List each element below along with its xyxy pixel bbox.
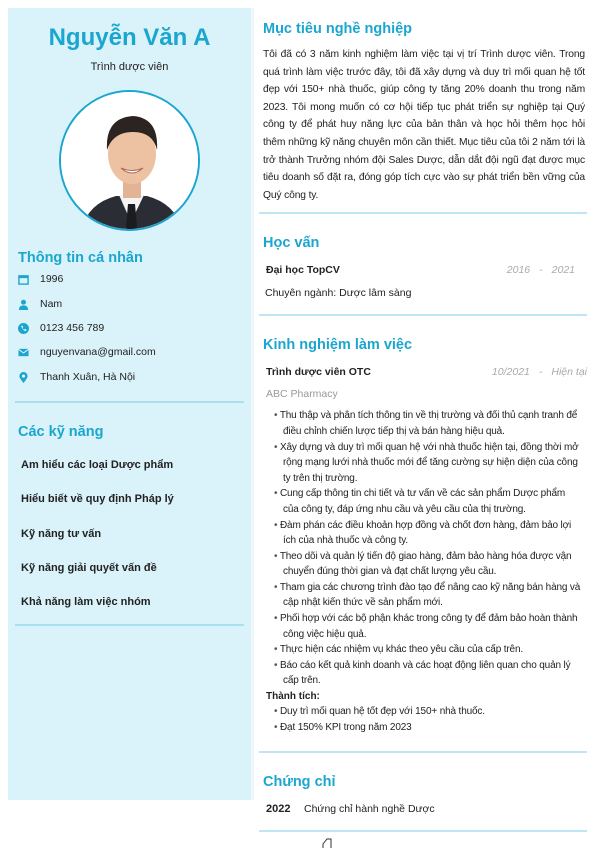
list-item: • Đạt 150% KPI trong năm 2023 — [274, 720, 583, 736]
experience-dates: 10/2021 - Hiện tại — [491, 366, 587, 379]
email: nguyenvana@gmail.com — [18, 346, 156, 358]
user-icon — [18, 299, 29, 310]
experience-row — [259, 365, 587, 379]
position: Trình dược viên OTC — [266, 366, 371, 379]
skill-item: Khả năng làm việc nhóm — [21, 596, 151, 608]
list-item: • Phối hợp với các bộ phận khác trong công ty để đảm bảo hoàn thành công việc hiệu quả. — [274, 611, 583, 642]
achievements-list — [259, 704, 587, 735]
duties-list — [259, 408, 587, 689]
list-item: • Xây dựng và duy trì mối quan hệ với nhà thuốc hiện tại, đồng thời mở rộng mạng lưới nhà thuốc mới để tăng cường sự hiện diện của công ty trên thị trường. — [274, 440, 583, 487]
divider — [15, 624, 244, 626]
birth-year: 1996 — [18, 273, 63, 285]
list-item: • Báo cáo kết quả kinh doanh và các hoạt động liên quan cho quản lý cấp trên. — [274, 658, 583, 689]
skill-item: Kỹ năng tư vấn — [21, 528, 102, 540]
skills-heading: Các kỹ năng — [18, 424, 104, 440]
experience-heading: Kinh nghiệm làm việc — [263, 337, 413, 354]
gender: Nam — [18, 298, 62, 310]
address: Thanh Xuân, Hà Nội — [18, 371, 135, 383]
calendar-icon — [18, 274, 29, 285]
school-name: Đại học TopCV — [266, 264, 340, 277]
cursor-icon — [321, 838, 333, 848]
company: ABC Pharmacy — [266, 388, 338, 401]
skill-item: Kỹ năng giải quyết vấn đề — [21, 562, 157, 574]
divider — [259, 314, 587, 316]
candidate-title: Trình dược viên — [90, 61, 169, 73]
divider — [259, 830, 587, 832]
list-item: • Cung cấp thông tin chi tiết và tư vấn về các sản phẩm Dược phẩm của công ty, đáp ứng nhu cầu và yêu cầu của thị trường. — [274, 486, 583, 517]
list-item: • Thu thập và phân tích thông tin về thị trường và đối thủ cạnh tranh để điều chỉnh chiến lược tiếp thị và bán hàng hiệu quả. — [274, 408, 583, 439]
list-item: • Duy trì mối quan hệ tốt đẹp với 150+ nhà thuốc. — [274, 704, 583, 720]
education-heading: Học vấn — [263, 235, 320, 252]
divider — [15, 401, 244, 403]
location-icon — [18, 372, 29, 383]
divider — [259, 751, 587, 753]
avatar — [59, 90, 200, 231]
list-item: • Thực hiện các nhiệm vụ khác theo yêu cầu của cấp trên. — [274, 642, 583, 658]
objective-heading: Mục tiêu nghề nghiệp — [263, 21, 413, 37]
major: Chuyên ngành: Dược lâm sàng — [265, 287, 412, 300]
divider — [259, 212, 587, 214]
certificates-heading: Chứng chỉ — [263, 774, 336, 791]
list-item: • Đàm phán các điều khoản hợp đồng và chốt đơn hàng, đảm bảo lợi ích của nhà thuốc và công ty. — [274, 518, 583, 549]
certificate-row: 2022 Chứng chỉ hành nghề Dược — [266, 803, 435, 816]
education-dates: 2016 - 2021 — [506, 264, 575, 277]
achievements-label: Thành tích: — [266, 691, 320, 703]
main-column — [259, 20, 587, 848]
skill-item: Hiểu biết về quy định Pháp lý — [21, 493, 174, 505]
phone: 0123 456 789 — [18, 322, 104, 334]
list-item: • Theo dõi và quản lý tiến độ giao hàng, đảm bảo hàng hóa được vận chuyển đúng thời gian và đạt chất lượng yêu cầu. — [274, 549, 583, 580]
personal-info-heading: Thông tin cá nhân — [18, 250, 143, 266]
email-icon — [18, 347, 29, 358]
skill-item: Am hiểu các loại Dược phẩm — [21, 459, 174, 471]
phone-icon — [18, 323, 29, 334]
education-row — [259, 263, 587, 277]
objective-text: Tôi đã có 3 năm kinh nghiệm làm việc tại vị trí Trình dược viên. Trong quá trình làm việc trước đây, tôi đã xây dựng và duy trì mối quan hệ tốt đẹp với 150+ nhà thuốc, giúp công ty tăng 20% doanh thu trong năm 2023. Tôi mong muốn có cơ hội tiếp tục phát triển sự nghiệp tại Quý công ty để phát huy năng lực của bản thân và học hỏi thêm học hỏi thêm những kỹ năng chuyên môn cần thiết. Mục tiêu của tôi 2 năm tới là trở thành Trưởng nhóm đội Sales Dược, dẫn dắt đội ngũ đạt được mục tiêu doanh số đặt ra, đóng góp tích cực vào sự phát triển bền vững của Quý công ty. — [263, 49, 585, 201]
column-separator — [251, 8, 254, 800]
list-item: • Tham gia các chương trình đào tạo để nâng cao kỹ năng bán hàng và cập nhật kiến thức về sản phẩm mới. — [274, 580, 583, 611]
candidate-name: Nguyễn Văn A — [48, 24, 211, 51]
sidebar — [8, 8, 251, 800]
